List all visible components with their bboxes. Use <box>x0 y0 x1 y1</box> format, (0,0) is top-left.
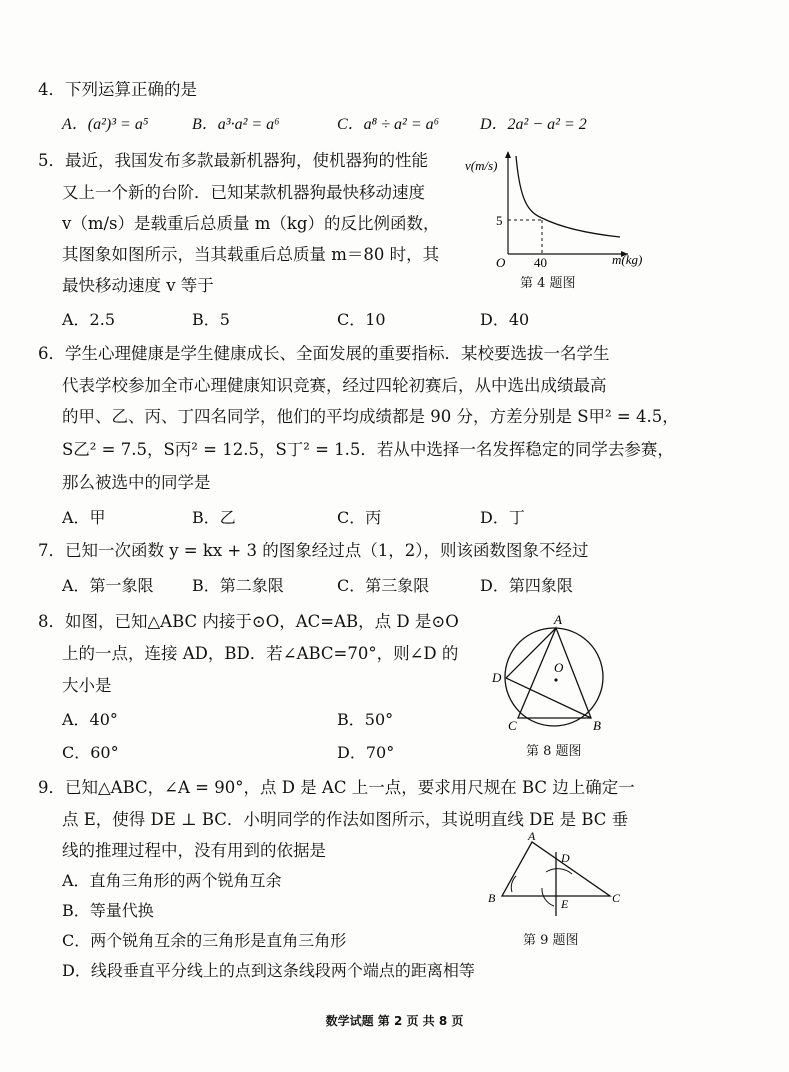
q7-stem: 7．已知一次函数 y = kx + 3 的图象经过点（1，2），则该函数图象不经过 <box>38 541 589 560</box>
q4-option-c: C．a⁸ ÷ a² = a⁶ <box>337 116 440 133</box>
arc-mark-e <box>542 888 554 906</box>
label-a: A <box>528 829 536 843</box>
q8-option-d: D．70° <box>337 743 395 762</box>
q4-option-b: B．a³·a² = a⁶ <box>192 116 280 133</box>
q6-line-1: 6．学生心理健康是学生健康成长、全面发展的重要指标．某校要选拔一名学生 <box>38 344 610 363</box>
x-axis-label: m(kg) <box>612 252 643 267</box>
q9-option-c: C．两个锐角互余的三角形是直角三角形 <box>62 931 347 950</box>
page-footer: 数学试题 第 2 页 共 8 页 <box>325 1014 464 1028</box>
q4-option-d: D．2a² − a² = 2 <box>480 116 587 133</box>
q8-line-3: 大小是 <box>62 676 112 695</box>
q9-line-2: 点 E，使得 DE ⊥ BC．小明同学的作法如图所示，其说明直线 DE 是 BC 垂 <box>62 810 629 829</box>
q6-line-4: S乙² = 7.5，S丙² = 12.5，S丁² = 1.5．若从中选择一名发挥稳定的同学去参赛， <box>62 440 674 459</box>
q8-figure-caption: 第 8 题图 <box>526 744 582 759</box>
label-d: D <box>492 670 502 685</box>
q9-figure-caption: 第 9 题图 <box>523 933 579 948</box>
q9-line-1: 9．已知△ABC，∠A = 90°，点 D 是 AC 上一点，要求用尺规在 BC 边上确定一 <box>38 778 635 797</box>
q5-option-b: B．5 <box>192 310 230 329</box>
label-a: A <box>554 612 562 627</box>
q8-line-2: 上的一点，连接 AD，BD．若∠ABC=70°，则∠D 的 <box>62 644 459 663</box>
q6-option-b: B．乙 <box>192 508 236 527</box>
label-b: B <box>593 718 601 733</box>
q5-line-1: 5．最近，我国发布多款最新机器狗，使机器狗的性能 <box>38 151 428 170</box>
origin-label: O <box>496 255 506 270</box>
q6-option-d: D．丁 <box>480 508 525 527</box>
y-axis-arrow <box>505 151 511 158</box>
q7-option-a: A．第一象限 <box>62 576 154 595</box>
x-tick-label: 40 <box>534 255 547 270</box>
q5-line-2: 又上一个新的台阶．已知某款机器狗最快移动速度 <box>62 183 425 202</box>
q4-option-a: A．(a²)³ = a⁵ <box>62 116 149 133</box>
q6-line-3: 的甲、乙、丙、丁四名同学，他们的平均成绩都是 90 分，方差分别是 S甲² = 4.5， <box>62 407 679 426</box>
q6-line-5: 那么被选中的同学是 <box>62 473 211 492</box>
q5-line-3: v（m/s）是载重后总质量 m（kg）的反比例函数， <box>62 214 440 233</box>
label-b: B <box>488 891 496 905</box>
q5-figure-caption: 第 4 题图 <box>520 276 576 291</box>
label-c: C <box>612 891 621 905</box>
q9-option-d: D．线段垂直平分线上的点到这条线段两个端点的距离相等 <box>62 961 475 980</box>
label-c: C <box>508 718 517 733</box>
q6-option-c: C．丙 <box>337 508 382 527</box>
center-point-o <box>554 678 557 681</box>
q6-option-a: A．甲 <box>62 508 106 527</box>
q5-line-5: 最快移动速度 v 等于 <box>62 276 214 295</box>
q5-option-a: A．2.5 <box>62 310 116 329</box>
q7-option-b: B．第二象限 <box>192 576 284 595</box>
q9-construction-figure <box>484 829 630 928</box>
y-tick-label: 5 <box>496 213 503 228</box>
label-d: D <box>561 851 570 865</box>
q8-option-c: C．60° <box>62 743 119 762</box>
segment-ad <box>506 628 556 678</box>
q5-option-c: C．10 <box>337 310 386 329</box>
q8-circle-triangle-figure <box>488 612 618 738</box>
q8-option-a: A．40° <box>62 710 118 729</box>
q4-stem: 4．下列运算正确的是 <box>38 80 197 99</box>
y-axis-label: v(m/s) <box>465 158 498 173</box>
q9-option-b: B．等量代换 <box>62 901 154 920</box>
q5-inverse-function-graph <box>462 146 643 270</box>
arc-mark-d <box>546 869 572 874</box>
q7-option-c: C．第三象限 <box>337 576 430 595</box>
label-e: E <box>561 897 569 911</box>
q7-option-d: D．第四象限 <box>480 576 573 595</box>
inverse-curve <box>516 156 620 237</box>
q6-line-2: 代表学校参加全市心理健康知识竞赛，经过四轮初赛后，从中选出成绩最高 <box>62 376 607 395</box>
q5-line-4: 其图象如图所示，当其载重后总质量 m＝80 时，其 <box>62 245 440 264</box>
q8-option-b: B．50° <box>337 710 394 729</box>
q9-option-a: A．直角三角形的两个锐角互余 <box>62 871 282 890</box>
label-o: O <box>554 660 564 675</box>
q5-option-d: D．40 <box>480 310 530 329</box>
q8-line-1: 8．如图，已知△ABC 内接于⊙O，AC=AB，点 D 是⊙O <box>38 612 459 631</box>
q9-line-3: 线的推理过程中，没有用到的依据是 <box>62 841 326 860</box>
